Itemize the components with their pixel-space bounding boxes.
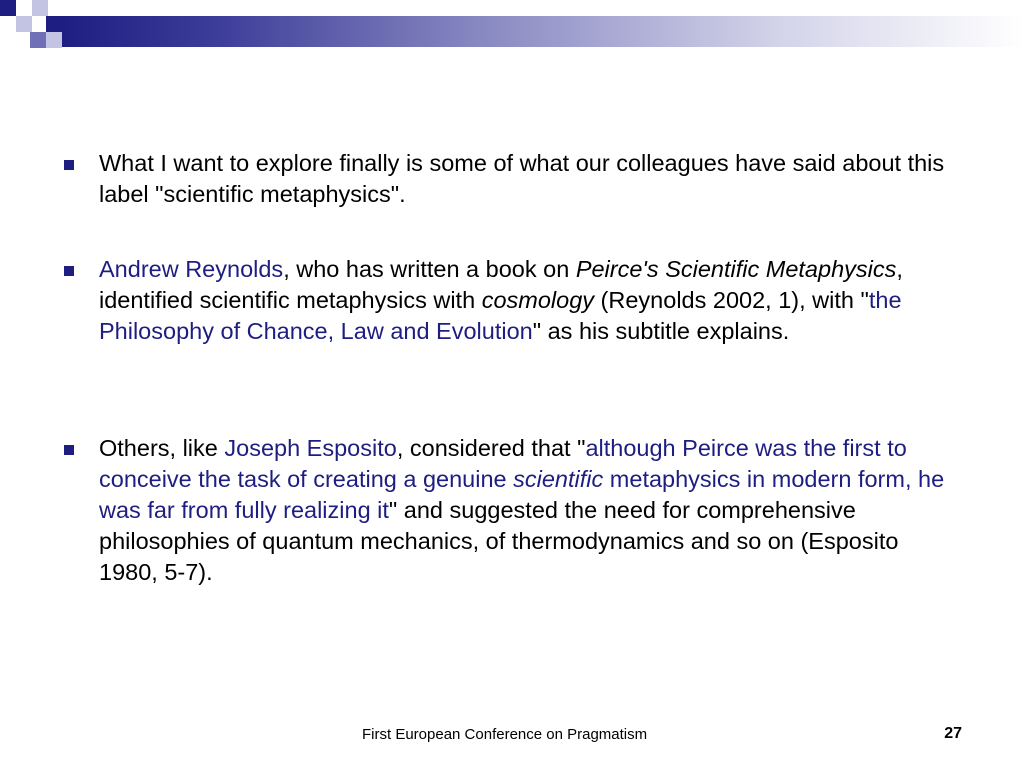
slide-body (62, 148, 962, 588)
bullet-text: " and suggested the need for comprehensive philosophies of quantum mechanics, of thermodynamics and so on (Esposito 1980, 5-7). (99, 497, 899, 585)
bullet-text: (Reynolds 2002, 1), with " (594, 287, 869, 313)
quote-text: although Peirce was the first to conceive the task of creating a genuine (99, 435, 907, 492)
bullet-text: " as his subtitle explains. (532, 318, 790, 344)
header-square (16, 16, 32, 32)
header-square (0, 0, 16, 16)
header-square (46, 16, 62, 32)
bullet-item-3 (62, 433, 962, 588)
bullet-text: , who has written a book on (283, 256, 576, 282)
bullet-item-2 (62, 254, 962, 347)
header-square (46, 32, 62, 48)
header-square (30, 32, 46, 48)
book-subtitle: the Philosophy of Chance, Law and Evolution (99, 287, 902, 344)
quote-emphasis: scientific (513, 466, 604, 492)
footer-title: First European Conference on Pragmatism (362, 726, 648, 743)
bullet-text: , considered that " (396, 435, 586, 461)
header-square (32, 0, 48, 16)
term-cosmology: cosmology (481, 287, 595, 313)
bullet-item-1 (62, 148, 962, 210)
bullet-text: , identified scientific metaphysics with (99, 256, 903, 313)
author-name: Joseph Esposito (224, 435, 397, 461)
book-title: Peirce's Scientific Metaphysics (575, 256, 897, 282)
quote-text: metaphysics in modern form, he was far from fully realizing it (99, 466, 945, 523)
header-gradient-bar (62, 16, 1024, 47)
bullet-text: Others, like (99, 435, 225, 461)
bullet-text: What I want to explore finally is some of what our colleagues have said about this label "scientific metaphysics". (99, 150, 945, 207)
page-number: 27 (944, 725, 962, 742)
author-name: Andrew Reynolds (99, 256, 284, 282)
